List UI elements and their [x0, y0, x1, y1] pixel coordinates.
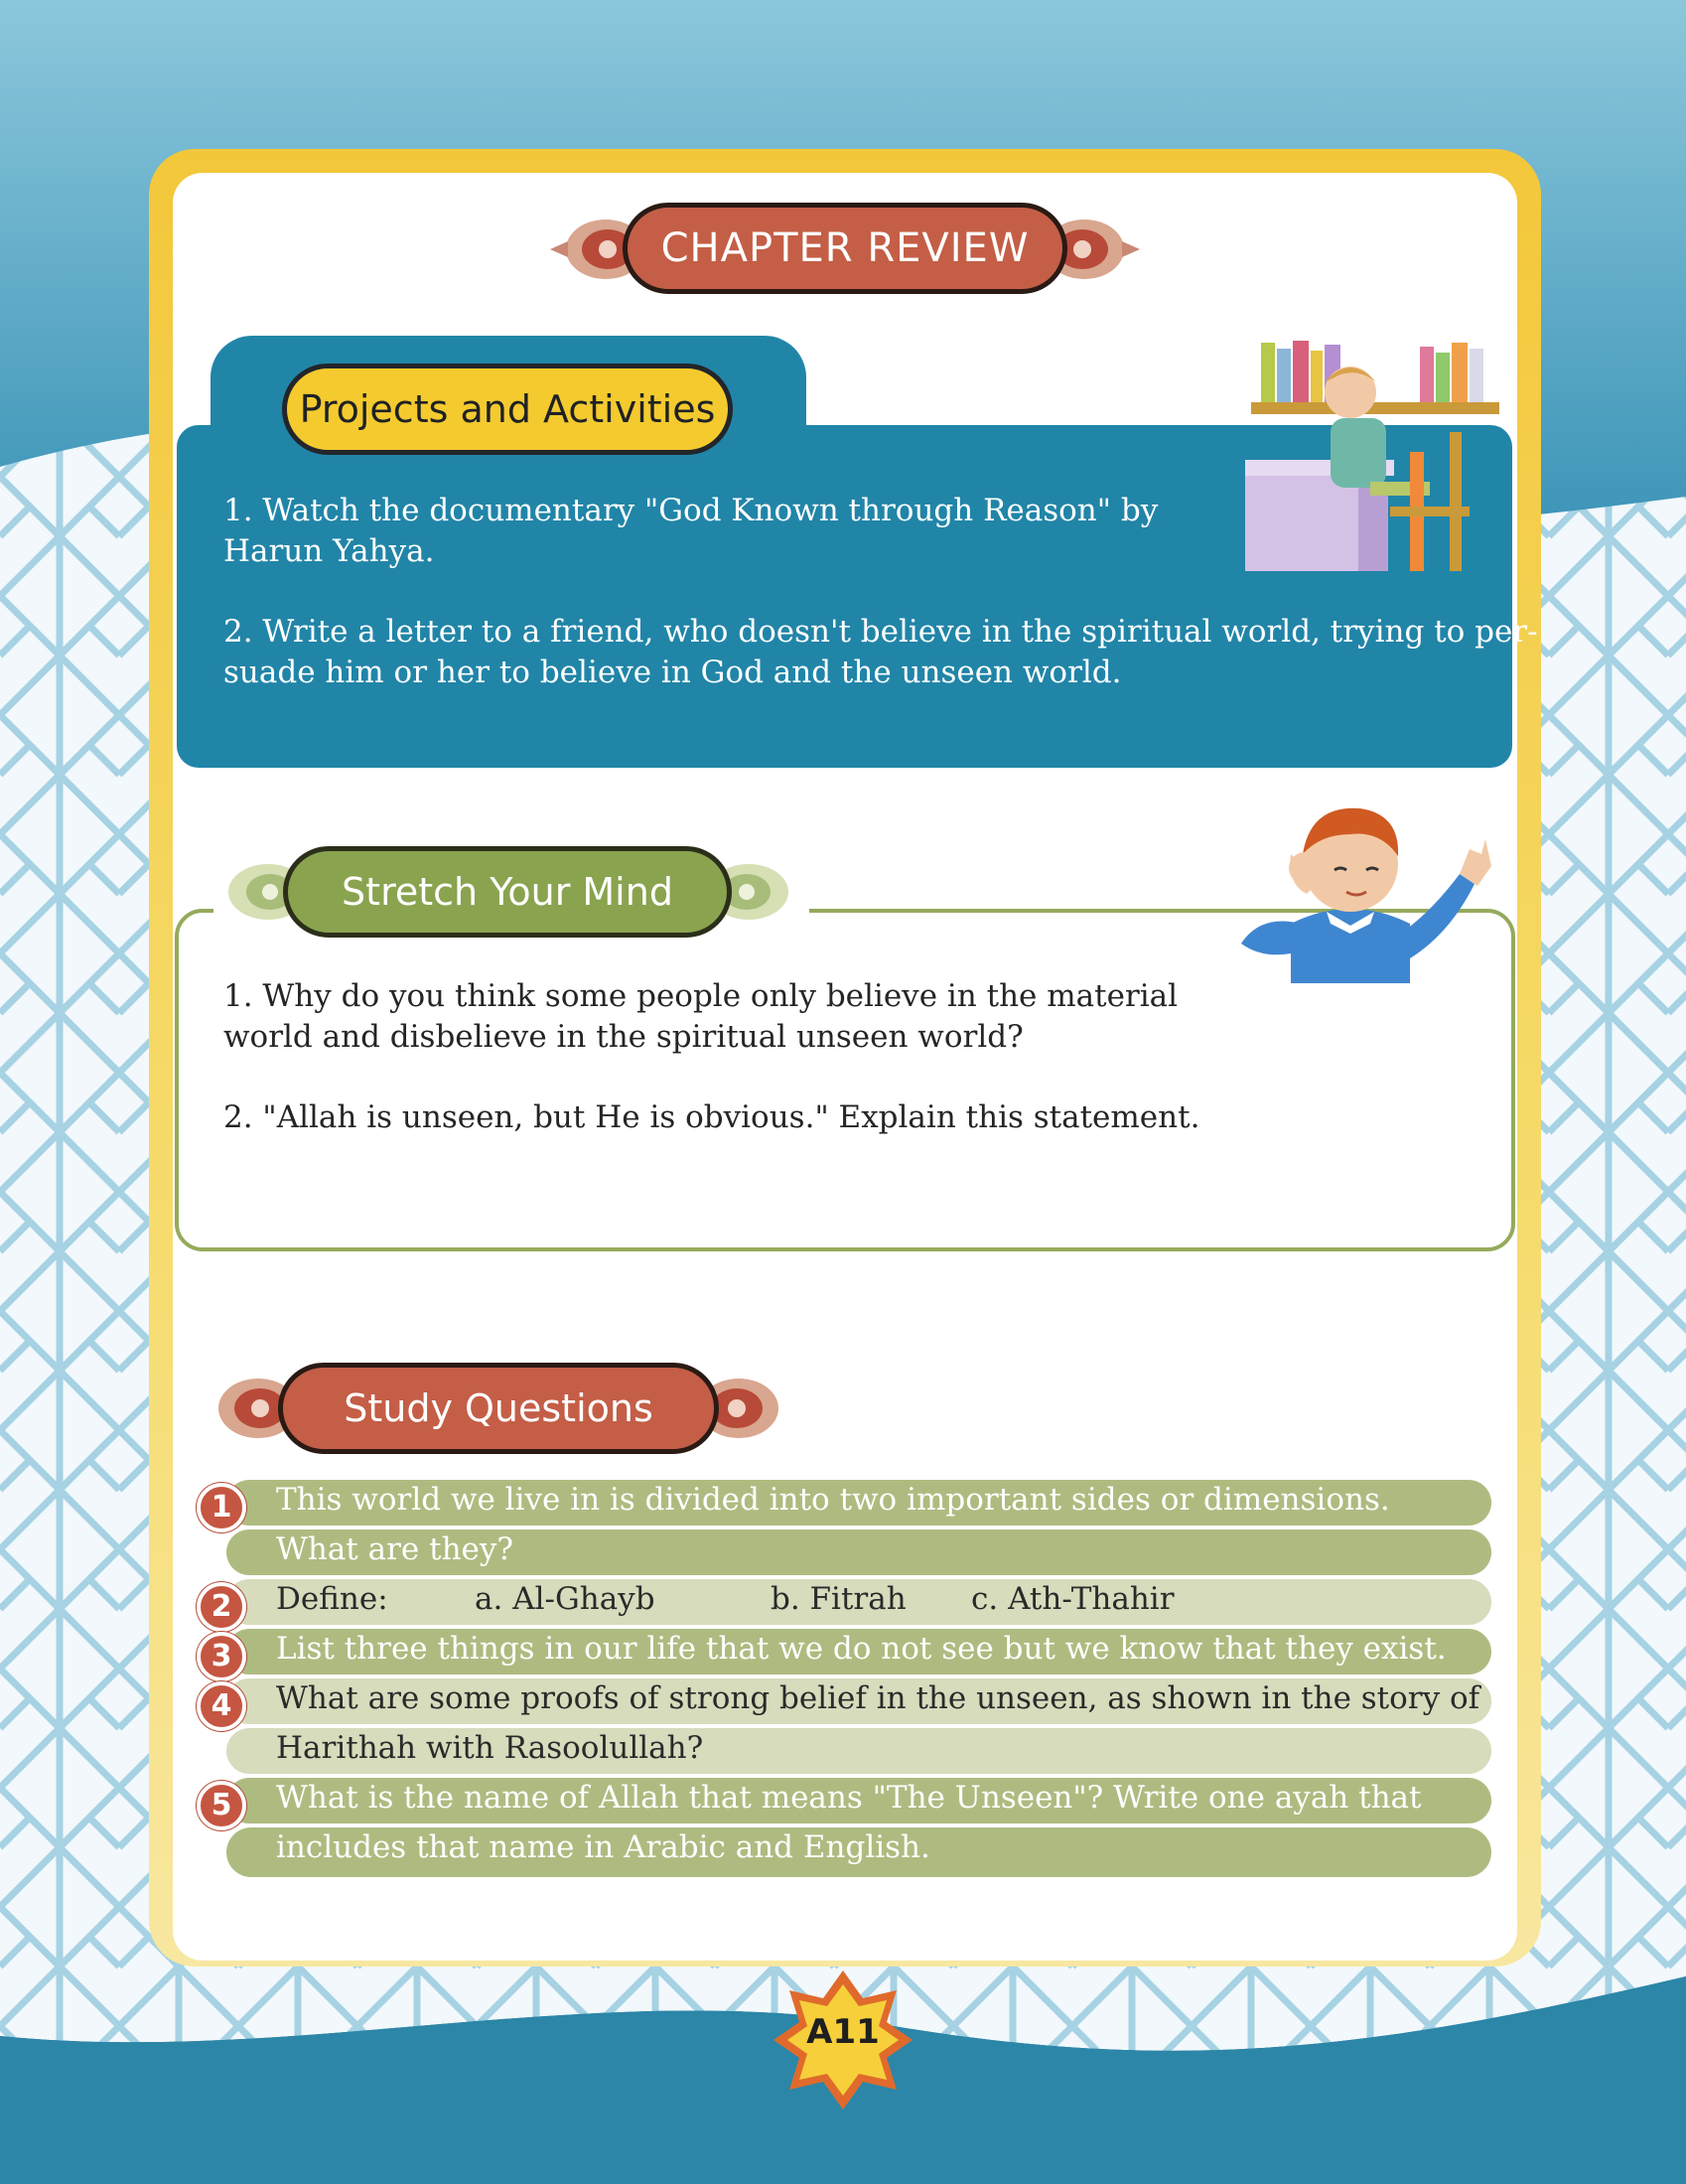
question-2-term-a: a. Al-Ghayb [475, 1581, 655, 1617]
study-heading: Study Questions [278, 1363, 719, 1454]
question-number: 2 [197, 1582, 246, 1632]
chapter-title: CHAPTER REVIEW [623, 203, 1067, 294]
projects-item-1-cont: Harun Yahya. [223, 533, 435, 569]
question-1-text: This world we live in is divided into two important sides or dimensions. [276, 1482, 1390, 1518]
question-number: 1 [197, 1483, 246, 1532]
projects-item-2: 2. Write a letter to a friend, who doesn't believe in the spiritual world, trying to per- [223, 614, 1538, 650]
projects-heading: Projects and Activities [282, 364, 733, 455]
stretch-item-1: 1. Why do you think some people only believe in the material [223, 978, 1179, 1014]
question-4-text-cont: Harithah with Rasoolullah? [276, 1730, 704, 1766]
student-at-desk-illustration [1241, 333, 1511, 575]
stretch-item-2: 2. "Allah is unseen, but He is obvious." Explain this statement. [223, 1099, 1200, 1135]
stretch-heading: Stretch Your Mind [283, 846, 732, 938]
question-1-text-cont: What are they? [276, 1531, 514, 1567]
question-number: 5 [197, 1781, 246, 1830]
question-4-text: What are some proofs of strong belief in the unseen, as shown in the story of [276, 1680, 1480, 1716]
question-5-text: What is the name of Allah that means "The Unseen"? Write one ayah that [276, 1780, 1422, 1816]
projects-item-1: 1. Watch the documentary "God Known through Reason" by [223, 493, 1159, 528]
question-2-term-b: b. Fitrah [771, 1581, 907, 1617]
question-2-define: Define: [276, 1581, 388, 1617]
projects-item-2-cont: suade him or her to believe in God and the unseen world. [223, 655, 1122, 690]
question-2-term-c: c. Ath-Thahir [971, 1581, 1175, 1617]
listening-boy-illustration [1231, 795, 1499, 983]
stretch-item-1-cont: world and disbelieve in the spiritual unseen world? [223, 1019, 1024, 1055]
question-number: 3 [197, 1632, 246, 1681]
page-number: A11 [806, 2012, 880, 2052]
question-3-text: List three things in our life that we do not see but we know that they exist. [276, 1631, 1447, 1667]
question-5-text-cont: includes that name in Arabic and English. [276, 1829, 930, 1865]
question-number: 4 [197, 1681, 246, 1731]
